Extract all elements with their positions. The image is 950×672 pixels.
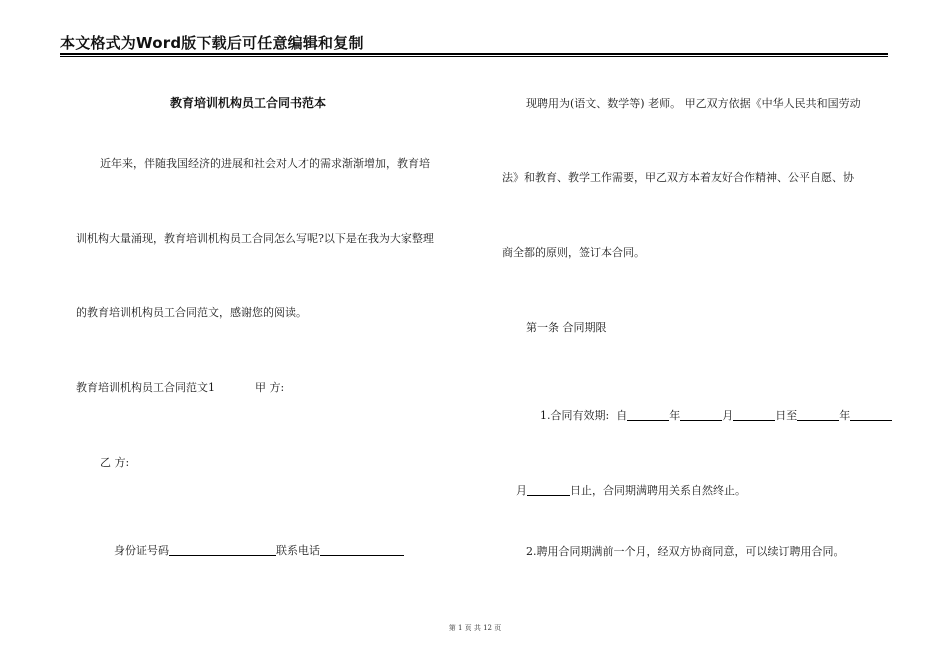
term-prefix: 1.合同有效期: 自 xyxy=(540,409,628,422)
header-divider-thin xyxy=(60,56,888,57)
sample-heading: 教育培训机构员工合同范文1 xyxy=(76,381,215,394)
header-title: 本文格式为Word版下载后可任意编辑和复制 xyxy=(60,34,364,52)
renewal-clause: 2.聘用合同期满前一个月，经双方协商同意，可以续订聘用合同。 xyxy=(526,545,845,558)
end-year-blank xyxy=(797,409,839,421)
end-day-blank xyxy=(527,484,570,496)
term-year2-label: 年 xyxy=(839,409,851,422)
article-1-heading: 第一条 合同期限 xyxy=(526,321,607,334)
right-line-2: 法》和教育、教学工作需要，甲乙双方本着友好合作精神、公平自愿、协 xyxy=(502,171,854,184)
right-line-1: 现聘用为(语文、数学等) 老师。 甲乙双方依据《中华人民共和国劳动 xyxy=(526,97,861,110)
phone-blank xyxy=(320,544,404,556)
end-month-blank xyxy=(850,409,892,421)
party-a-label: 甲 方: xyxy=(255,381,285,394)
term-cont-rest: 日止，合同期满聘用关系自然终止。 xyxy=(570,484,746,497)
id-number-blank xyxy=(169,544,276,556)
header-divider-thick xyxy=(60,53,888,55)
term-month-label: 月 xyxy=(722,409,734,422)
page-header xyxy=(60,32,888,54)
term-year-label: 年 xyxy=(669,409,681,422)
id-number-label: 身份证号码 xyxy=(114,544,169,557)
page-number-footer: 第 1 页 共 12 页 xyxy=(448,624,502,632)
start-year-blank xyxy=(627,409,669,421)
right-line-3: 商全都的原则，签订本合同。 xyxy=(502,246,645,259)
start-day-blank xyxy=(733,409,775,421)
term-day-to-label: 日至 xyxy=(775,409,798,422)
party-b-label: 乙 方: xyxy=(100,456,130,469)
id-number-row xyxy=(100,529,404,571)
contract-term-row xyxy=(526,394,892,436)
contract-term-cont-row xyxy=(502,469,746,511)
intro-line-3: 的教育培训机构员工合同范文，感谢您的阅读。 xyxy=(76,306,307,319)
intro-line-1: 近年来，伴随我国经济的进展和社会对人才的需求渐渐增加，教育培 xyxy=(100,157,430,170)
document-title: 教育培训机构员工合同书范本 xyxy=(170,96,327,110)
phone-label: 联系电话 xyxy=(276,544,320,557)
intro-line-2: 训机构大量涌现，教育培训机构员工合同怎么写呢?以下是在我为大家整理 xyxy=(76,232,434,245)
start-month-blank xyxy=(680,409,722,421)
term-cont-month: 月 xyxy=(516,484,527,497)
